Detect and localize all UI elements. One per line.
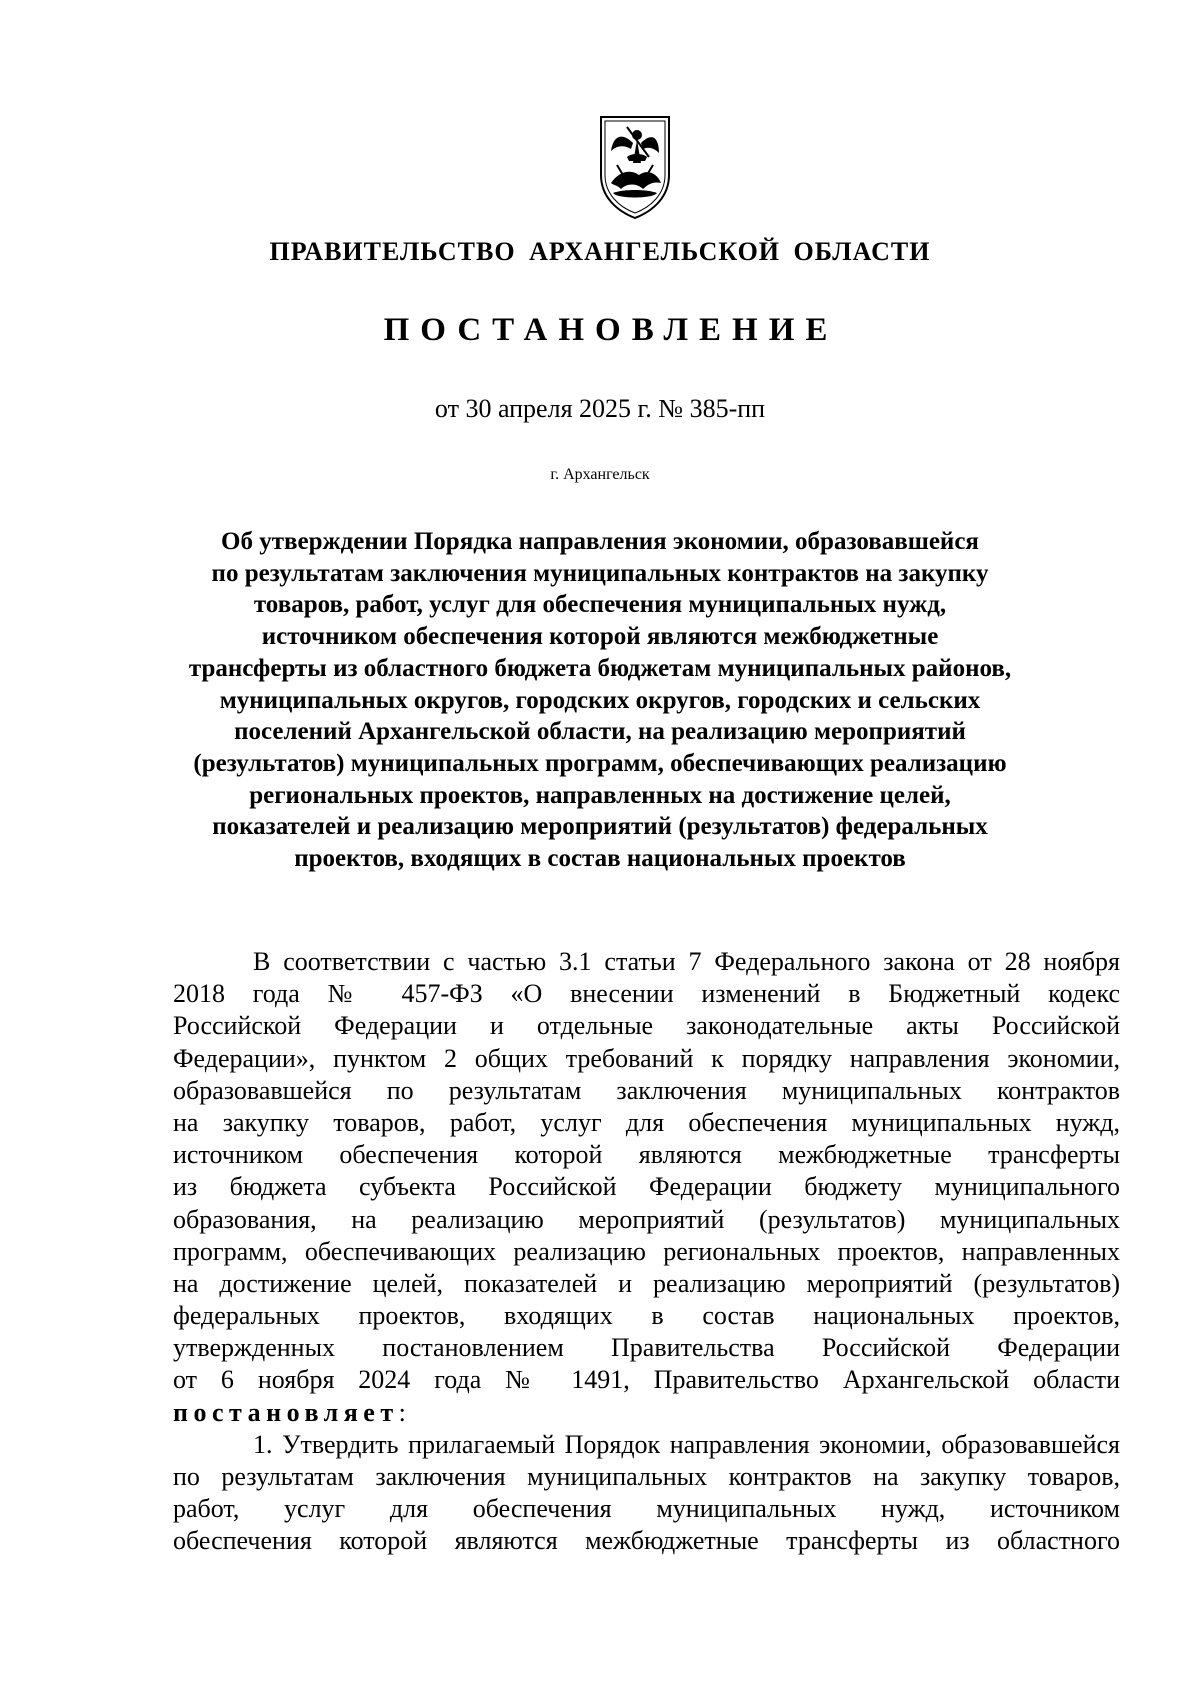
preamble-line: источником обеспечения которой являются межбюджетные трансферты <box>173 1140 1120 1170</box>
preamble-line: утвержденных постановлением Правительства Российской Федерации <box>173 1333 1120 1363</box>
date-and-number: от 30 апреля 2025 г. № 385-пп <box>434 394 766 423</box>
document-type: ПОСТАНОВЛЕНИЕ <box>383 312 839 348</box>
title-line: муниципальных округов, городских округов, городских и сельских <box>219 686 981 714</box>
document-title <box>160 526 1040 875</box>
coat-of-arms-emblem <box>597 113 673 221</box>
title-line: региональных проектов, направленных на достижение целей, <box>249 781 951 809</box>
title-line: проектов, входящих в состав национальных проектов <box>294 845 906 873</box>
preamble-line: на закупку товаров, работ, услуг для обеспечения муниципальных нужд, <box>173 1107 1120 1137</box>
city-name: г. Архангельск <box>550 466 650 483</box>
preamble-line: федеральных проектов, входящих в состав национальных проектов, <box>173 1301 1120 1331</box>
preamble-line: Российской Федерации и отдельные законодательные акты Российской <box>173 1011 1120 1041</box>
preamble-line: от 6 ноября 2024 года № 1491, Правительство Архангельской области <box>173 1365 1120 1395</box>
decree-word: постановляет <box>173 1397 399 1427</box>
preamble-line: Федерации», пунктом 2 общих требований к порядку направления экономии, <box>173 1043 1120 1073</box>
item-line: обеспечения которой являются межбюджетные трансферты из областного <box>173 1526 1120 1556</box>
title-line: по результатам заключения муниципальных контрактов на закупку <box>211 559 989 587</box>
item-line: по результатам заключения муниципальных контрактов на закупку товаров, <box>173 1462 1120 1491</box>
title-line: показателей и реализацию мероприятий (результатов) федеральных <box>212 813 988 841</box>
item-line: 1. Утвердить прилагаемый Порядок направления экономии, образовавшейся <box>253 1429 1120 1459</box>
preamble-line: В соответствии с частью 3.1 статьи 7 Федерального закона от 28 ноября <box>253 947 1120 976</box>
preamble-line: из бюджета субъекта Российской Федерации бюджету муниципального <box>173 1172 1120 1202</box>
preamble-line: образовавшейся по результатам заключения муниципальных контрактов <box>173 1075 1120 1105</box>
title-line: товаров, работ, услуг для обеспечения муниципальных нужд, <box>253 591 947 619</box>
item-line: работ, услуг для обеспечения муниципальных нужд, источником <box>173 1494 1120 1524</box>
decree-line <box>173 1397 1120 1429</box>
preamble-line: на достижение целей, показателей и реализацию мероприятий (результатов) <box>173 1268 1120 1298</box>
preamble-line: образования, на реализацию мероприятий (результатов) муниципальных <box>173 1204 1120 1234</box>
title-line: источником обеспечения которой являются межбюджетные <box>261 623 939 651</box>
title-line: поселений Архангельской области, на реализацию мероприятий <box>234 718 966 746</box>
preamble-line: 2018 года № 457-ФЗ «О внесении изменений в Бюджетный кодекс <box>173 979 1120 1009</box>
title-line: (результатов) муниципальных программ, обеспечивающих реализацию <box>193 749 1007 777</box>
preamble-line: программ, обеспечивающих реализацию региональных проектов, направленных <box>173 1236 1120 1266</box>
document-body <box>173 946 1120 1558</box>
title-line: трансферты из областного бюджета бюджетам муниципальных районов, <box>188 654 1012 682</box>
government-name: ПРАВИТЕЛЬСТВО АРХАНГЕЛЬСКОЙ ОБЛАСТИ <box>269 237 931 266</box>
decree-colon: : <box>398 1397 406 1427</box>
title-line: Об утверждении Порядка направления экономии, образовавшейся <box>221 528 979 555</box>
